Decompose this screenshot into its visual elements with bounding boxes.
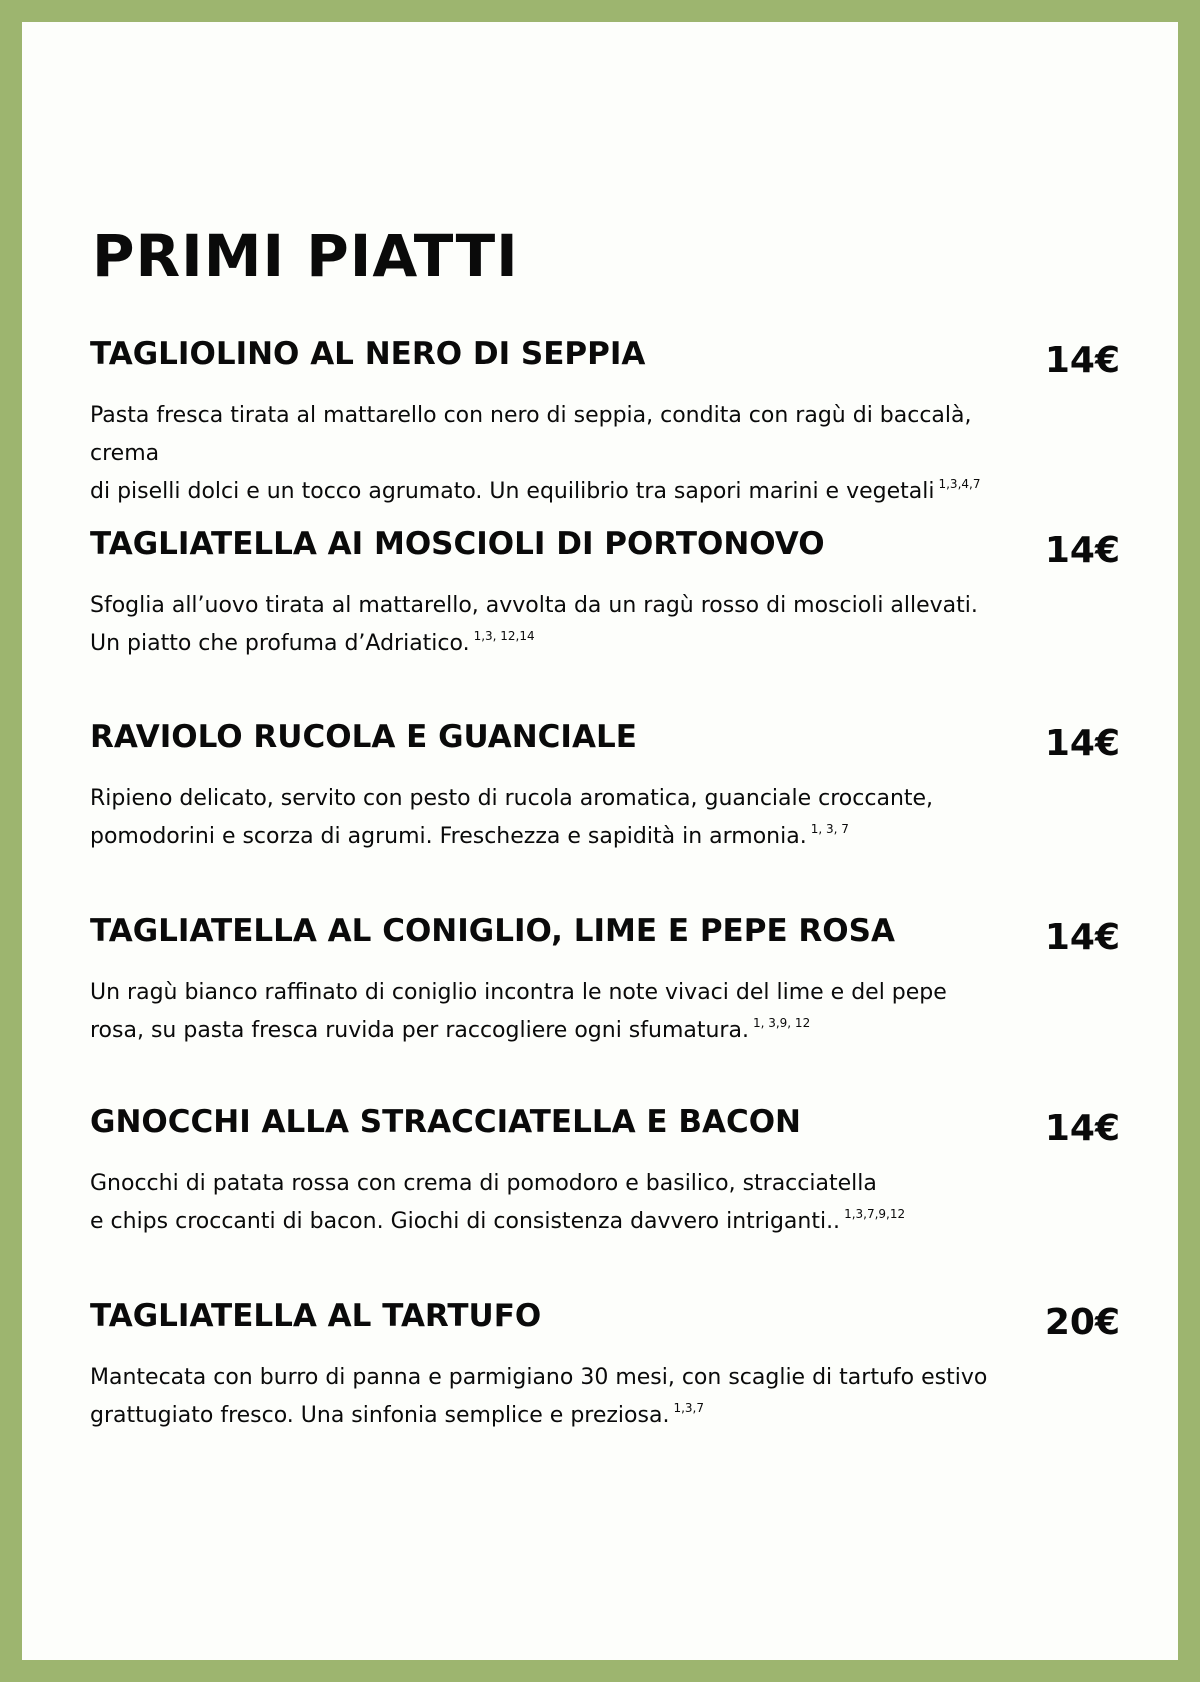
- dish-description: [90, 974, 1040, 1050]
- dish-name: TAGLIATELLA AL CONIGLIO, LIME E PEPE ROSA: [90, 913, 895, 949]
- allergen-codes: 1,3, 12,14: [473, 629, 535, 643]
- dish-description-line: di piselli dolci e un tocco agrumato. Un equilibrio tra sapori marini e vegetali: [90, 479, 935, 504]
- dish-description-line: rosa, su pasta fresca ruvida per raccogliere ogni sfumatura.: [90, 1018, 749, 1043]
- allergen-codes: 1, 3,9, 12: [752, 1016, 811, 1030]
- dish-description: [90, 780, 1040, 856]
- dish-price: 14€: [1044, 723, 1120, 764]
- dish-description-line: grattugiato fresco. Una sinfonia semplice e preziosa.: [90, 1403, 670, 1428]
- dish-description-line: e chips croccanti di bacon. Giochi di consistenza davvero intriganti..: [90, 1209, 841, 1234]
- allergen-codes: 1, 3, 7: [810, 822, 849, 836]
- dish-name: GNOCCHI ALLA STRACCIATELLA E BACON: [90, 1104, 802, 1140]
- dish-name: RAVIOLO RUCOLA E GUANCIALE: [90, 719, 637, 755]
- dish-name: TAGLIOLINO AL NERO DI SEPPIA: [90, 336, 646, 372]
- dish-description: [90, 1165, 1040, 1241]
- dish-description-line: Un piatto che profuma d’Adriatico.: [90, 631, 470, 656]
- allergen-codes: 1,3,7: [673, 1401, 704, 1415]
- allergen-codes: 1,3,4,7: [938, 477, 981, 491]
- dish-description: [90, 397, 1040, 511]
- dish-description-line: Sfoglia all’uovo tirata al mattarello, avvolta da un ragù rosso di moscioli allevati.: [90, 593, 978, 618]
- dish-description: [90, 1359, 1040, 1435]
- menu-page: [22, 22, 1178, 1660]
- dish-price: 14€: [1044, 1108, 1120, 1149]
- allergen-codes: 1,3,7,9,12: [844, 1207, 906, 1221]
- dish-description-line: Pasta fresca tirata al mattarello con nero di seppia, condita con ragù di baccalà, crema: [90, 403, 972, 466]
- dish-price: 14€: [1044, 917, 1120, 958]
- dish-price: 14€: [1044, 340, 1120, 381]
- dish-description: [90, 587, 1040, 663]
- dish-description-line: Mantecata con burro di panna e parmigiano 30 mesi, con scaglie di tartufo estivo: [90, 1365, 988, 1390]
- dish-price: 14€: [1044, 530, 1120, 571]
- dish-description-line: Ripieno delicato, servito con pesto di rucola aromatica, guanciale croccante,: [90, 786, 934, 811]
- dish-description-line: Gnocchi di patata rossa con crema di pomodoro e basilico, stracciatella: [90, 1171, 877, 1196]
- dish-name: TAGLIATELLA AL TARTUFO: [90, 1298, 542, 1334]
- dish-description-line: Un ragù bianco raffinato di coniglio incontra le note vivaci del lime e del pepe: [90, 980, 947, 1005]
- menu-title: PRIMI PIATTI: [92, 222, 519, 290]
- dish-price: 20€: [1044, 1302, 1120, 1343]
- dish-description-line: pomodorini e scorza di agrumi. Freschezza e sapidità in armonia.: [90, 824, 807, 849]
- dish-name: TAGLIATELLA AI MOSCIOLI DI PORTONOVO: [90, 526, 825, 562]
